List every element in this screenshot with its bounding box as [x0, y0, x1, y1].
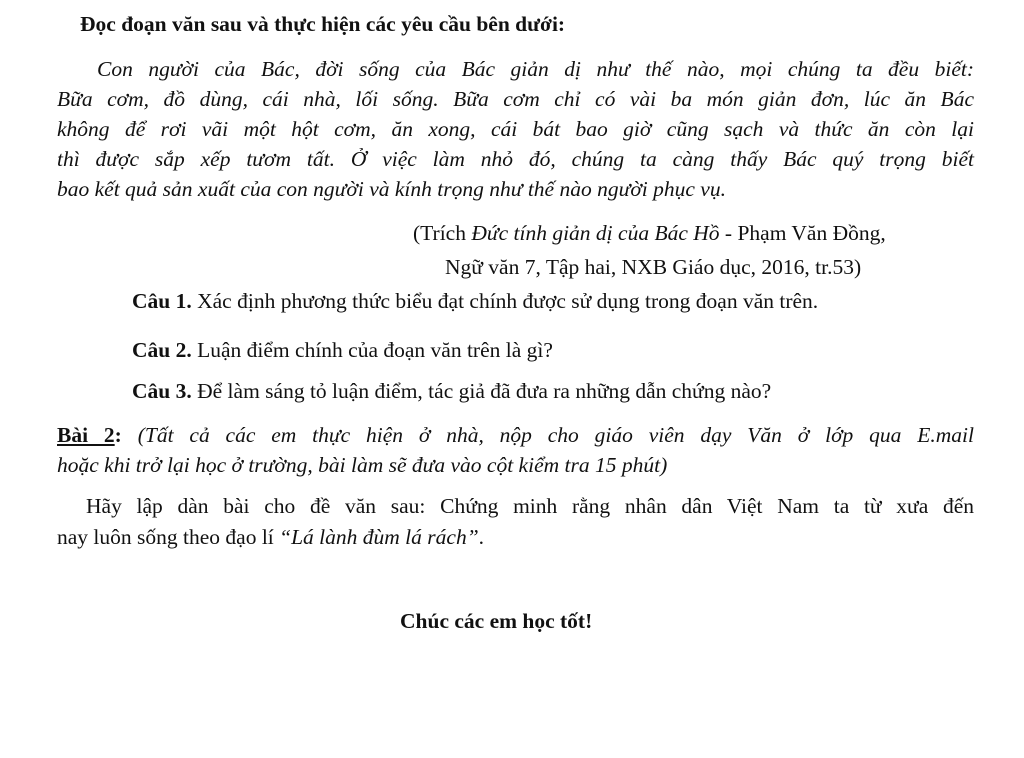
bai2-note-continued: hoặc khi trở lại học ở trường, bài làm sẽ đưa vào cột kiểm tra 15 phút) — [57, 453, 668, 477]
bai2-line — [57, 425, 974, 447]
question-label: Câu 3. — [132, 379, 192, 403]
bai2-label: Bài 2 — [57, 423, 115, 447]
task-text: nay luôn sống theo đạo lí — [57, 525, 280, 549]
passage-line: bao kết quả sản xuất của con người và kính trọng như thế nào người phục vụ. — [57, 177, 726, 201]
passage-line: Con người của Bác, đời sống của Bác giản dị như thế nào, mọi chúng ta đều biết: — [97, 57, 974, 81]
source-work-title: Đức tính giản dị của Bác Hồ — [471, 221, 720, 245]
question-label: Câu 1. — [132, 289, 192, 313]
question-text: Xác định phương thức biểu đạt chính được sử dụng trong đoạn văn trên. — [191, 289, 819, 313]
source-publication: Ngữ văn 7, Tập hai, NXB Giáo dục, 2016, tr.53) — [445, 255, 862, 279]
task-line: Hãy lập dàn bài cho đề văn sau: Chứng minh rằng nhân dân Việt Nam ta từ xưa đến — [86, 494, 974, 518]
bai2-note: (Tất cả các em thực hiện ở nhà, nộp cho giáo viên dạy Văn ở lớp qua E.mail — [137, 423, 974, 447]
task-period: . — [478, 525, 485, 549]
source-line — [413, 223, 886, 245]
passage-line: không để rơi vãi một hột cơm, ăn xong, cái bát bao giờ cũng sạch và thức ăn còn lại — [57, 117, 974, 141]
closing-message: Chúc các em học tốt! — [400, 609, 593, 633]
exercise-heading: Đọc đoạn văn sau và thực hiện các yêu cầu bên dưới: — [80, 12, 566, 36]
task-line — [57, 527, 484, 549]
question-item — [132, 340, 553, 362]
question-label: Câu 2. — [132, 338, 192, 362]
question-item — [132, 381, 771, 403]
passage-line: Bữa cơm, đồ dùng, cái nhà, lối sống. Bữa cơm chỉ có vài ba món giản đơn, lúc ăn Bác — [57, 87, 974, 111]
source-author: - Phạm Văn Đồng, — [719, 221, 886, 245]
bai2-colon: : — [114, 423, 122, 447]
passage-line: thì được sắp xếp tươm tất. Ở việc làm nhỏ đó, chúng ta càng thấy Bác quý trọng biết — [57, 147, 974, 171]
task-quote: “Lá lành đùm lá rách” — [279, 525, 479, 549]
question-item — [132, 291, 818, 313]
question-text: Để làm sáng tỏ luận điểm, tác giả đã đưa ra những dẫn chứng nào? — [191, 379, 772, 403]
question-text: Luận điểm chính của đoạn văn trên là gì? — [191, 338, 553, 362]
source-prefix: (Trích — [413, 221, 472, 245]
